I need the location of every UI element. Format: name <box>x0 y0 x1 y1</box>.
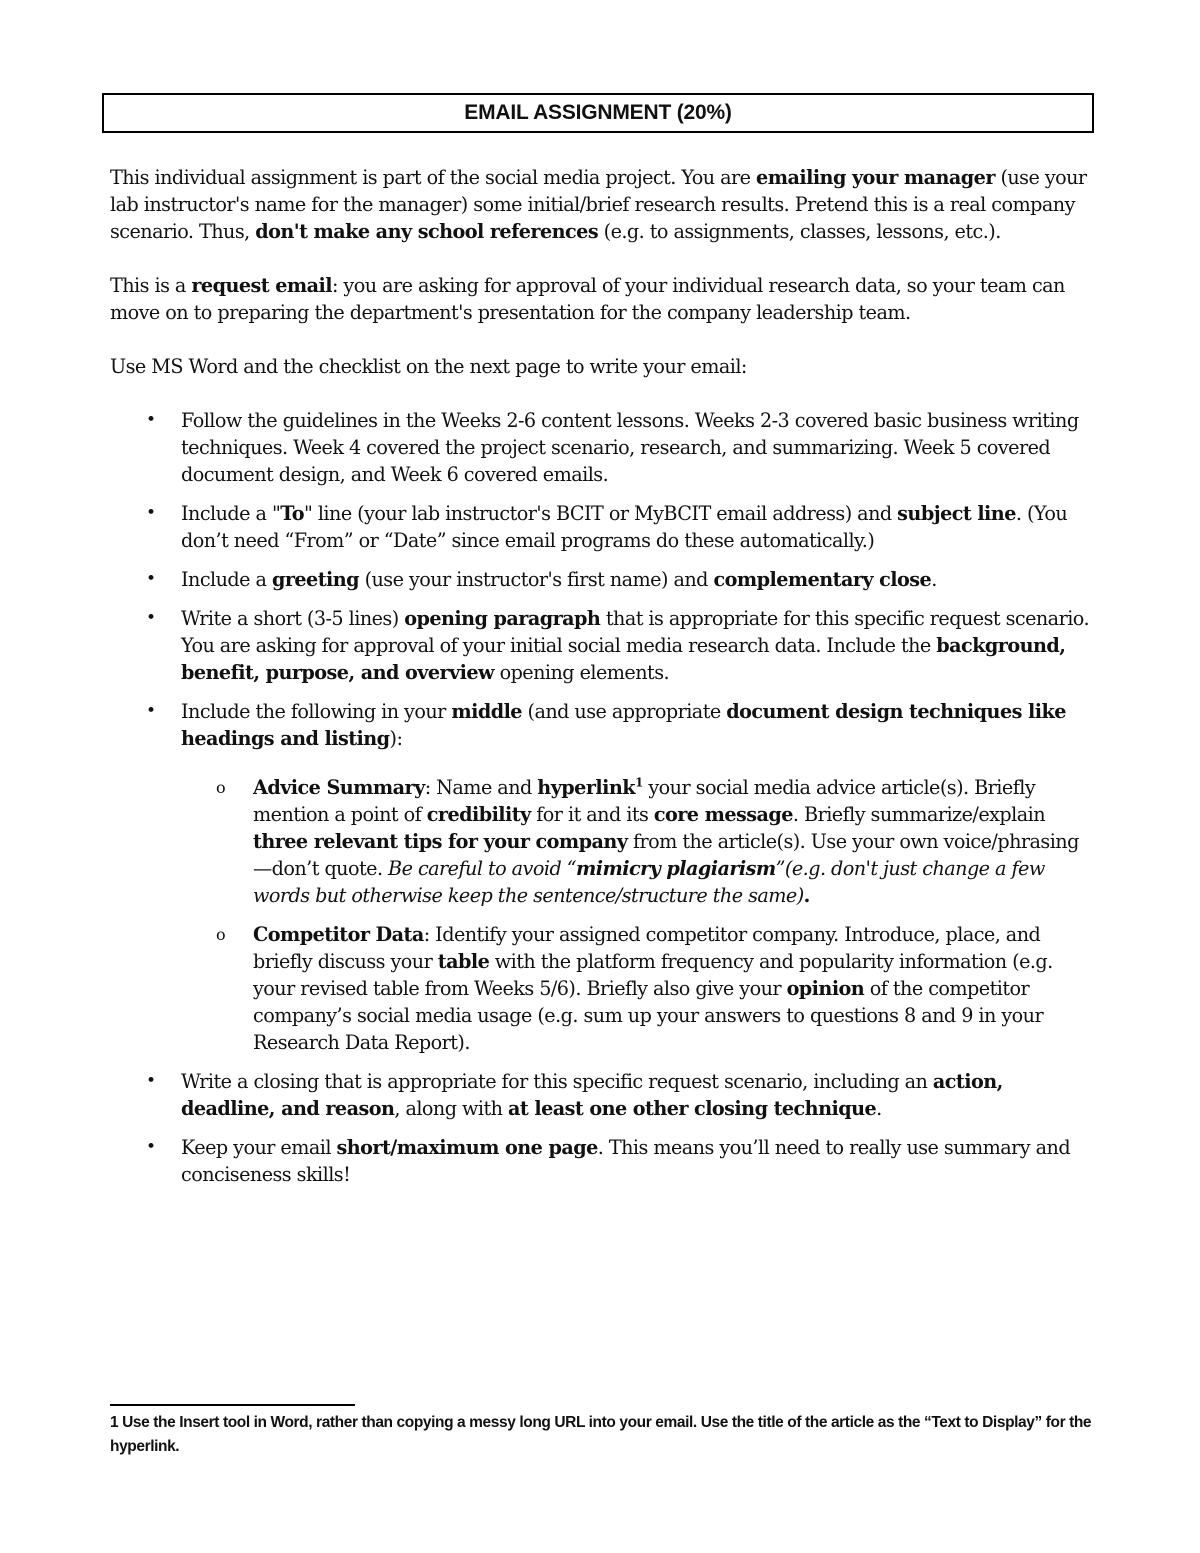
intro-bold-1: emailing your manager <box>756 166 995 189</box>
bullet-text: " line (your lab instructor's BCIT or MyBCIT email address) and <box>304 502 898 525</box>
sub-bold: three relevant tips for your company <box>253 830 628 853</box>
bullet-icon: • <box>146 701 156 721</box>
use-line: Use MS Word and the checklist on the next page to write your email: <box>110 355 747 378</box>
checklist-bullets <box>110 407 1095 1188</box>
middle-sub-list <box>181 774 1095 1056</box>
bullet-bold: greeting <box>271 568 360 591</box>
bullet-text: Write a short (3-5 lines) <box>181 607 405 630</box>
circle-bullet-icon: o <box>216 778 226 797</box>
sub-bold-italic: mimicry plagiarism <box>575 857 776 880</box>
bullet-text: (and use appropriate <box>521 700 727 723</box>
bullet-text: that is appropriate for this specific request scenario. You are asking for approval of your initial social media research data. Include the <box>181 607 1089 657</box>
sub-text-run: : Identify your assigned competitor company. Introduce, place, and briefly discuss your <box>253 923 1041 973</box>
request-paragraph <box>110 272 1095 326</box>
intro-text-2: (use your lab instructor's name for the manager) some initial/brief research results. Pretend this is a real company scenario. Thus, <box>110 166 1087 243</box>
bullet-bold: at least one other closing technique <box>508 1097 877 1120</box>
bullet-bold: complementary close <box>713 568 932 591</box>
bullet-bold: action, deadline, and reason <box>181 1070 1003 1120</box>
sub-bold: opinion <box>786 977 865 1000</box>
intro-text-1: This individual assignment is part of the social media project. You are <box>110 166 757 189</box>
bullet-guidelines <box>110 407 1095 488</box>
bullet-text: , along with <box>394 1097 509 1120</box>
intro-bold-2: don't make any school references <box>255 220 599 243</box>
bullet-text: . (You don’t need “From” or “Date” since email programs do these automatically.) <box>181 502 1068 552</box>
bullet-bold: background, benefit, purpose, and overview <box>181 634 1066 684</box>
bullet-text: . <box>876 1097 882 1120</box>
bullet-bold: short/maximum one page <box>336 1136 598 1159</box>
bullet-to-line <box>110 500 1095 554</box>
bullet-icon: • <box>146 569 156 589</box>
bullet-icon: • <box>146 608 156 628</box>
document-body <box>110 164 1095 1200</box>
footnote: 1 Use the Insert tool in Word, rather than copying a messy long URL into your email. Use the title of the article as the “Text to Display” for the hyperlink. <box>110 1414 1092 1455</box>
sub-item-text <box>253 774 1095 909</box>
sub-text-run: from the article(s). Use your own voice/phrasing—don’t quote. <box>253 830 1079 880</box>
sub-italic: Be careful to avoid “ <box>388 857 576 880</box>
bullet-text: ): <box>389 727 403 750</box>
bullet-text: Keep your email <box>181 1136 337 1159</box>
bullet-text: Write a closing that is appropriate for this specific request scenario, including an <box>181 1070 933 1093</box>
sub-bold: Advice Summary <box>253 776 425 799</box>
intro-paragraph <box>110 164 1095 245</box>
sub-bold: core message <box>653 803 793 826</box>
bullet-text: Follow the guidelines in the Weeks 2-6 content lessons. Weeks 2-3 covered basic business writing techniques. Week 4 covered the project scenario, research, and summarizing. Week 5 covered document design, and Week 6 covered emails. <box>181 409 1079 486</box>
sub-text-run: . <box>803 884 810 907</box>
sub-bold: credibility <box>426 803 531 826</box>
bullet-opening <box>110 605 1095 686</box>
sub-text-run: for it and its <box>530 803 654 826</box>
sub-text-run: with the platform frequency and popularity information (e.g. your revised table from Weeks 5/6). Briefly also give your <box>253 950 1053 1000</box>
footnote-divider <box>110 1404 355 1406</box>
sub-item-text <box>253 921 1095 1056</box>
sub-text-run: . Briefly summarize/explain <box>792 803 1046 826</box>
bullet-text: Include the following in your <box>181 700 452 723</box>
bullet-icon: • <box>146 1137 156 1157</box>
request-text-2: : you are asking for approval of your individual research data, so your team can move on to preparing the department's presentation for the company leadership team. <box>110 274 1065 324</box>
sub-text-run: : Name and <box>424 776 538 799</box>
bullet-icon: • <box>146 503 156 523</box>
bullet-bold: middle <box>451 700 522 723</box>
intro-text-3: (e.g. to assignments, classes, lessons, etc.). <box>598 220 1001 243</box>
sub-bold: hyperlink <box>537 776 636 799</box>
bullet-icon: • <box>146 410 156 430</box>
sub-text-run: of the competitor company’s social media usage (e.g. sum up your answers to questions 8 and 9 in your Research Data Report). <box>253 977 1044 1054</box>
sub-bold: table <box>437 950 490 973</box>
bullet-text: Include a " <box>181 502 281 525</box>
bullet-text: Include a <box>181 568 272 591</box>
request-text-1: This is a <box>110 274 192 297</box>
bullet-text: . This means you’ll need to really use summary and conciseness skills! <box>181 1136 1071 1186</box>
bullet-greeting <box>110 566 1095 593</box>
sub-item-competitor-data <box>110 921 1095 1056</box>
sub-bold: Competitor Data <box>253 923 424 946</box>
footnote-reference: 1 <box>635 775 643 790</box>
bullet-length <box>110 1134 1095 1188</box>
bullet-text: . <box>931 568 937 591</box>
bullet-text: (use your instructor's first name) and <box>359 568 714 591</box>
bullet-closing <box>110 1068 1095 1122</box>
bullet-text: opening elements. <box>494 661 670 684</box>
bullet-bold: opening paragraph <box>404 607 601 630</box>
request-bold-1: request email <box>191 274 332 297</box>
bullet-bold: To <box>280 502 305 525</box>
bullet-middle <box>110 698 1095 1056</box>
circle-bullet-icon: o <box>216 925 226 944</box>
bullet-bold: document design techniques like headings and listing <box>181 700 1066 750</box>
assignment-title: EMAIL ASSIGNMENT (20%) <box>102 93 1094 133</box>
sub-italic: ”(e.g. don't just change a few words but otherwise keep the sentence/structure the same) <box>253 857 1045 907</box>
sub-text-run: your social media advice article(s). Briefly mention a point of <box>253 776 1036 826</box>
sub-item-advice-summary <box>110 774 1095 909</box>
bullet-icon: • <box>146 1071 156 1091</box>
bullet-bold: subject line <box>897 502 1016 525</box>
